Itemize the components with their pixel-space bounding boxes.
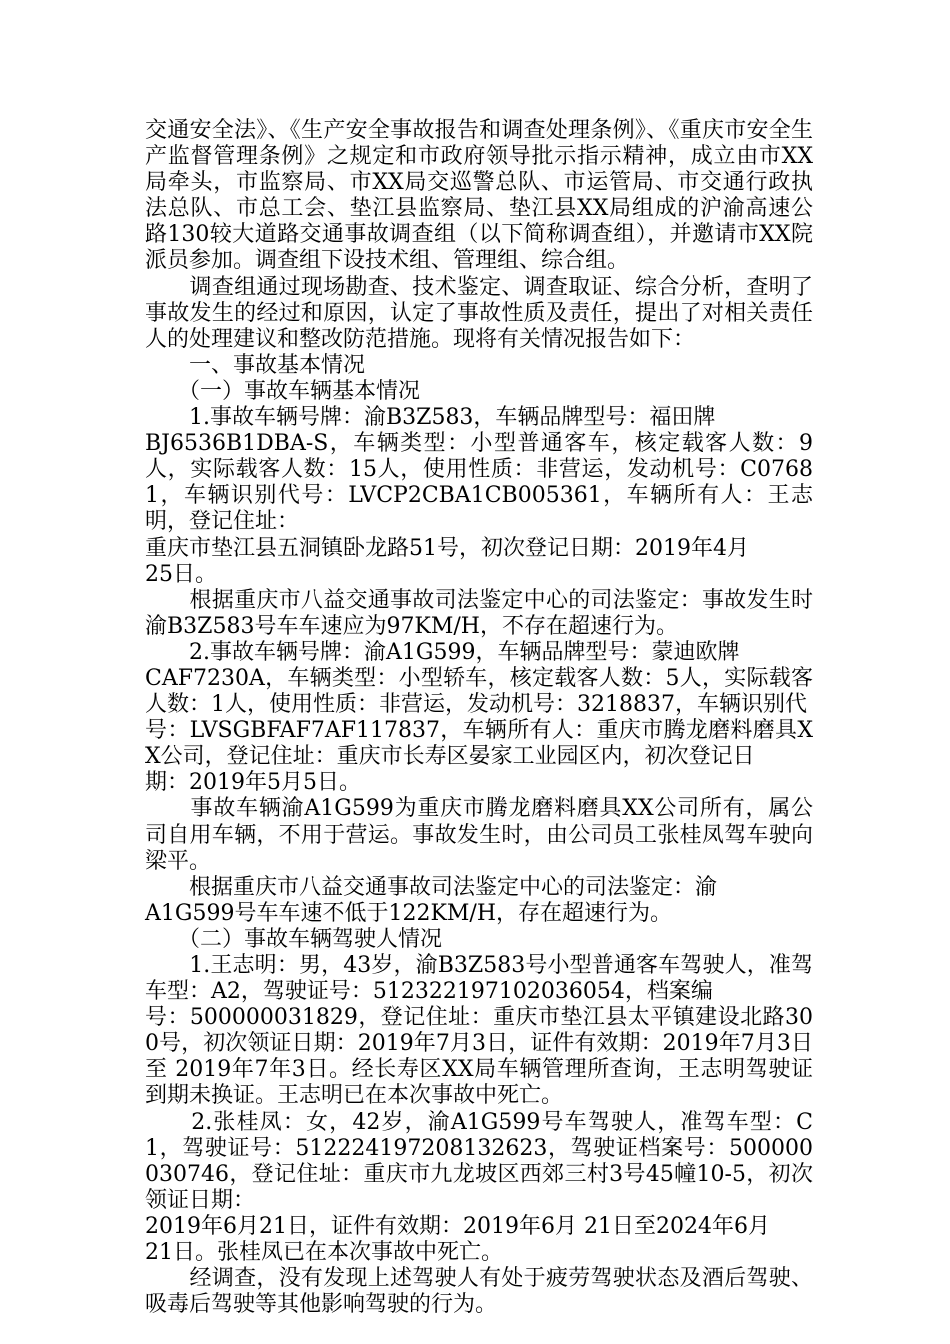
document-body bbox=[145, 118, 813, 1318]
paragraph-driver-1: 1.王志明：男，43岁，渝B3Z583号小型普通客车驾驶人，准驾车型：A2，驾驶证号：512322197102036054，档案编 号：500000031829，登记住址：重庆市垫江县太平镇建设北路300号，初次领证日期：2019年7月3日，证件有效期：2019年7月3日至 2019年7年3日。经长寿区XX局车辆管理所查询，王志明驾驶证到期未换证。王志明已在本次事故中死亡。 bbox=[145, 953, 813, 1109]
paragraph-vehicle-1-speed: 根据重庆市八益交通事故司法鉴定中心的司法鉴定：事故发生时渝B3Z583号车车速应为97KM/H，不存在超速行为。 bbox=[145, 587, 813, 639]
paragraph-driver-conclusion: 经调查，没有发现上述驾驶人有处于疲劳驾驶状态及酒后驾驶、吸毒后驾驶等其他影响驾驶的行为。 bbox=[145, 1266, 813, 1318]
paragraph-driver-2: 2.张桂凤：女，42岁，渝A1G599号车驾驶人，准驾车型：C1，驾驶证号：512224197208132623，驾驶证档案号：500000030746，登记住址：重庆市九龙坡区西郊三村3号45幢10-5，初次领证日期： 2019年6月21日，证件有效期：2019年6月 21日至2024年6月 21日。张桂凤已在本次事故中死亡。 bbox=[145, 1109, 813, 1266]
paragraph-vehicle-1: 1.事故车辆号牌：渝B3Z583，车辆品牌型号：福田牌 BJ6536B1DBA-S，车辆类型：小型普通客车，核定载客人数：9人，实际载客人数：15人，使用性质：非营运，发动机号：C07681，车辆识别代号：LVCP2CBA1CB005361，车辆所有人：王志明，登记住址： 重庆市垫江县五洞镇卧龙路51号，初次登记日期：2019年4月 25日。 bbox=[145, 405, 813, 587]
paragraph-vehicle-2-ownership: 事故车辆渝A1G599为重庆市腾龙磨料磨具XX公司所有，属公司自用车辆，不用于营运。事故发生时，由公司员工张桂凤驾车驶向梁平。 bbox=[145, 796, 813, 874]
paragraph-investigation-team: 交通安全法》、《生产安全事故报告和调查处理条例》、《重庆市安全生产监督管理条例》之规定和市政府领导批示指示精神，成立由市XX局牵头，市监察局、市XX局交巡警总队、市运管局、市交通行政执法总队、市总工会、垫江县监察局、垫江县XX局组成的沪渝高速公路130较大道路交通事故调查组（以下简称调查组），并邀请市XX院派员参加。调查组下设技术组、管理组、综合组。 bbox=[145, 118, 813, 274]
paragraph-vehicle-2-speed: 根据重庆市八益交通事故司法鉴定中心的司法鉴定：渝 A1G599号车车速不低于122KM/H，存在超速行为。 bbox=[145, 874, 718, 926]
paragraph-vehicle-2: 2.事故车辆号牌：渝A1G599，车辆品牌型号：蒙迪欧牌 CAF7230A，车辆类型：小型轿车，核定载客人数：5人，实际载客人数：1人，使用性质：非营运，发动机号：3218837，车辆识别代 号：LVSGBFAF7AF117837，车辆所有人：重庆市腾龙磨料磨具XX公司，登记住址：重庆市长寿区晏家工业园区内，初次登记日 期：2019年5月5日。 bbox=[145, 639, 813, 796]
section-heading-basic-info: 一、事故基本情况 bbox=[145, 352, 366, 378]
subsection-heading-vehicles: （一）事故车辆基本情况 bbox=[145, 378, 421, 404]
paragraph-investigation-summary: 调查组通过现场勘查、技术鉴定、调查取证、综合分析，查明了事故发生的经过和原因，认定了事故性质及责任，提出了对相关责任人的处理建议和整改防范措施。现将有关情况报告如下： bbox=[145, 274, 813, 352]
subsection-heading-drivers: （二）事故车辆驾驶人情况 bbox=[145, 926, 443, 952]
